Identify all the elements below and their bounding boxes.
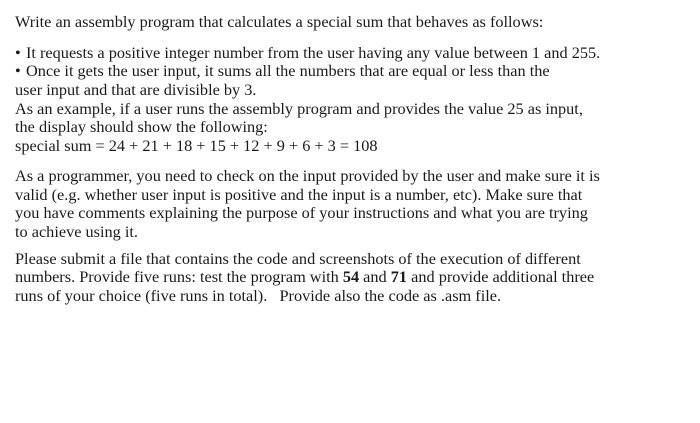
submit-paragraph-line bbox=[15, 268, 695, 287]
programmer-paragraph-line: to achieve using it. bbox=[15, 221, 138, 241]
submit-text: and provide additional three bbox=[407, 267, 595, 287]
test-value-b: 71 bbox=[390, 267, 408, 287]
example-line-1: As an example, if a user runs the assembly program and provides the value 25 as input, bbox=[15, 98, 583, 118]
intro-text: Write an assembly program that calculates a special sum that behaves as follows: bbox=[15, 12, 544, 31]
submit-paragraph-line: Please submit a file that contains the code and screenshots of the execution of different bbox=[15, 248, 581, 268]
test-value-a: 54 bbox=[342, 267, 360, 287]
bullet-item-2 bbox=[15, 62, 695, 81]
programmer-paragraph-line: As a programmer, you need to check on the input provided by the user and make sure it is bbox=[15, 165, 600, 185]
bullet-icon: • bbox=[15, 42, 21, 62]
bullet-text: It requests a positive integer number from the user having any value between 1 and 255. bbox=[26, 42, 601, 62]
bullet-item-2-continued: user input and that are divisible by 3. bbox=[15, 80, 257, 100]
example-formula: special sum = 24 + 21 + 18 + 15 + 12 + 9 + 6 + 3 = 108 bbox=[15, 136, 378, 156]
programmer-paragraph-line: valid (e.g. whether user input is positive and the input is a number, etc). Make sure that bbox=[15, 184, 583, 204]
submit-text: numbers. Provide five runs: test the program with bbox=[15, 267, 343, 287]
submit-text: and bbox=[359, 267, 391, 287]
bullet-text: Once it gets the user input, it sums all the numbers that are equal or less than the bbox=[26, 61, 550, 81]
programmer-paragraph-line: you have comments explaining the purpose of your instructions and what you are trying bbox=[15, 203, 588, 223]
example-line-2: the display should show the following: bbox=[15, 117, 268, 137]
submit-paragraph-line: runs of your choice (five runs in total). Provide also the code as .asm file. bbox=[15, 285, 502, 305]
bullet-icon: • bbox=[15, 61, 21, 81]
bullet-item-1 bbox=[15, 44, 695, 63]
assignment-document bbox=[15, 13, 695, 306]
